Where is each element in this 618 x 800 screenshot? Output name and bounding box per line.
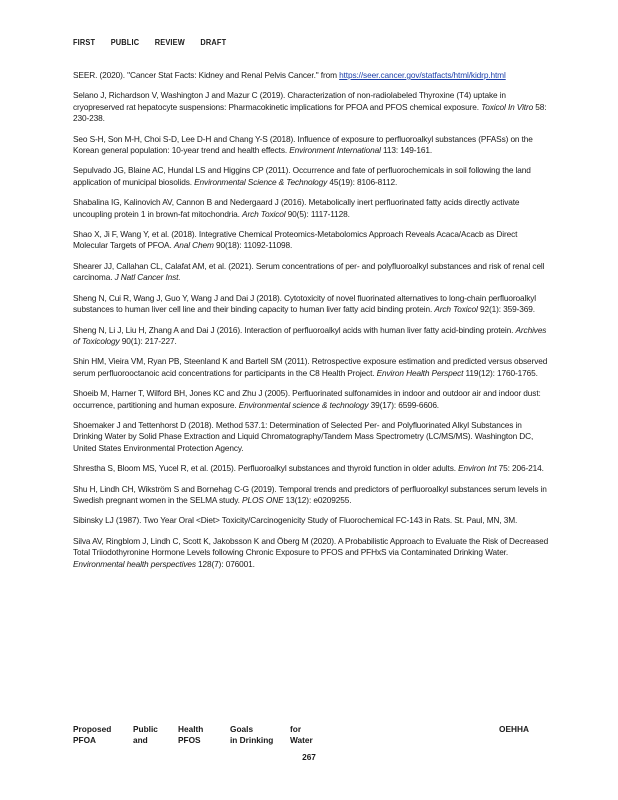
header-word: FIRST [73, 37, 96, 47]
journal-title: Environmental Science & Technology [194, 176, 328, 187]
reference-entry: Shearer JJ, Callahan CL, Calafat AM, et al. (2021). Serum concentrations of per- and polyfluoroalkyl substances and risk of renal cell carcinoma. J Natl Cancer Inst. [73, 260, 545, 283]
reference-entry: Selano J, Richardson V, Washington J and Mazur C (2019). Characterization of non-radiolabeled Thyroxine (T4) uptake in cryopreserved rat hepatocyte suspensions: Pharmacokinetic implications for PFOA and PFOS chemical exposure. Toxicol In Vitro 58: 230-238. [73, 90, 547, 124]
footer-line [73, 724, 529, 735]
journal-title: Environment International [289, 145, 381, 156]
reference-entry: SEER. (2020). "Cancer Stat Facts: Kidney and Renal Pelvis Cancer." from https://seer.cancer.gov/statfacts/html/kidrp.html [73, 70, 506, 80]
footer-org: OEHHA [499, 724, 529, 734]
journal-title: Environ Health Perspect [376, 367, 464, 378]
journal-title: Toxicol In Vitro [481, 101, 534, 112]
reference-entry: Shoemaker J and Tettenhorst D (2018). Method 537.1: Determination of Selected Per- and Polyfluorinated Alkyl Substances in Drinking Water by Solid Phase Extraction and Liquid Chromatography/Tandem Mass Spectrometry (LC/MS/MS). Washington DC, United States Environmental Protection Agency. [73, 419, 534, 453]
journal-title: Arch Toxicol [242, 208, 286, 219]
journal-title: Environmental health perspectives [73, 558, 196, 569]
footer-word: Proposed [73, 724, 112, 734]
running-header [73, 37, 242, 47]
reference-entry: Shrestha S, Bloom MS, Yucel R, et al. (2015). Perfluoroalkyl substances and thyroid function in older adults. Environ Int 75: 206-214. [73, 463, 544, 474]
header-word: PUBLIC [110, 37, 140, 47]
journal-title: Environ Int [458, 463, 497, 474]
footer-word: Health [178, 724, 204, 734]
footer-word: and [133, 735, 148, 745]
page-number: 267 [302, 752, 316, 762]
header-word: REVIEW [154, 37, 185, 47]
reference-entry: Sheng N, Li J, Liu H, Zhang A and Dai J (2016). Interaction of perfluoroalkyl acids with human liver fatty acid-binding protein. Archives of Toxicology 90(1): 217-227. [73, 324, 547, 346]
reference-entry: Silva AV, Ringblom J, Lindh C, Scott K, Jakobsson K and Öberg M (2020). A Probabilistic Approach to Evaluate the Risk of Decreased Total Triiodothyronine Hormone Levels following Chronic Exposure to PFOS and PFHxS via Contaminated Drinking Water. Environmental health perspectives 128(7): 076001. [73, 535, 549, 569]
footer-word: PFOS [178, 735, 201, 745]
reference-entry: Shin HM, Vieira VM, Ryan PB, Steenland K and Bartell SM (2011). Retrospective exposure estimation and predicted versus observed serum perfluorooctanoic acid concentrations for participants in the C8 Health Project. Environ Health Perspect 119(12): 1760-1765. [73, 356, 548, 378]
running-footer [73, 724, 529, 746]
reference-list [73, 70, 553, 579]
journal-title: PLOS ONE [242, 494, 284, 505]
footer-word: for [290, 724, 302, 734]
reference-entry: Shabalina IG, Kalinovich AV, Cannon B and Nedergaard J (2016). Metabolically inert perfluorinated fatty acids directly activate uncoupling protein 1 in brown-fat mitochondria. Arch Toxicol 90(5): 1117-1128. [73, 197, 520, 219]
footer-word: Public [133, 724, 158, 734]
header-word: DRAFT [200, 37, 227, 47]
reference-entry: Seo S-H, Son M-H, Choi S-D, Lee D-H and Chang Y-S (2018). Influence of exposure to perfluoroalkyl substances (PFASs) on the Korean general population: 10-year trend and health effects. Environment International 113: 149-161. [73, 133, 533, 156]
reference-entry: Shoeib M, Harner T, Wilford BH, Jones KC and Zhu J (2005). Perfluorinated sulfonamides in indoor and outdoor air and indoor dust: occurrence, partitioning and human exposure. Environmental science & technology 39(17): 6599-6606. [73, 388, 541, 410]
reference-entry: Sepulvado JG, Blaine AC, Hundal LS and Higgins CP (2011). Occurrence and fate of perfluorochemicals in soil following the land application of municipal biosolids. Environmental Science & Technology 45(19): 8106-8112. [73, 165, 531, 187]
reference-entry: Sibinsky LJ (1987). Two Year Oral <Diet> Toxicity/Carcinogenicity Study of Fluorochemical FC-143 in Rats. St. Paul, MN, 3M. [73, 515, 518, 526]
reference-link[interactable]: https://seer.cancer.gov/statfacts/html/kidrp.html [339, 70, 506, 80]
footer-word: in Drinking [230, 735, 274, 745]
footer-word: Goals [230, 724, 254, 734]
reference-entry: Sheng N, Cui R, Wang J, Guo Y, Wang J and Dai J (2018). Cytotoxicity of novel fluorinated alternatives to long-chain perfluoroalkyl substances to human liver cell line and their binding capacity to human liver fatty acid binding protein. Arch Toxicol 92(1): 359-369. [73, 292, 536, 315]
journal-title: Anal Chem [173, 240, 214, 251]
journal-title: J Natl Cancer Inst. [114, 272, 181, 283]
reference-entry: Shu H, Lindh CH, Wikström S and Bornehag C-G (2019). Temporal trends and predictors of perfluoroalkyl substances serum levels in Swedish pregnant women in the SELMA study. PLOS ONE 13(12): e0209255. [73, 483, 547, 505]
journal-title: Environmental science & technology [238, 399, 369, 410]
journal-title: Archives of Toxicology [73, 324, 547, 346]
reference-entry: Shao X, Ji F, Wang Y, et al. (2018). Integrative Chemical Proteomics-Metabolomics Approach Reveals Acaca/Acacb as Direct Molecular Targets of PFOA. Anal Chem 90(18): 11092-11098. [73, 229, 518, 251]
footer-line [73, 735, 529, 746]
footer-word: PFOA [73, 735, 97, 745]
journal-title: Arch Toxicol [434, 304, 478, 315]
footer-word: Water [290, 735, 313, 745]
